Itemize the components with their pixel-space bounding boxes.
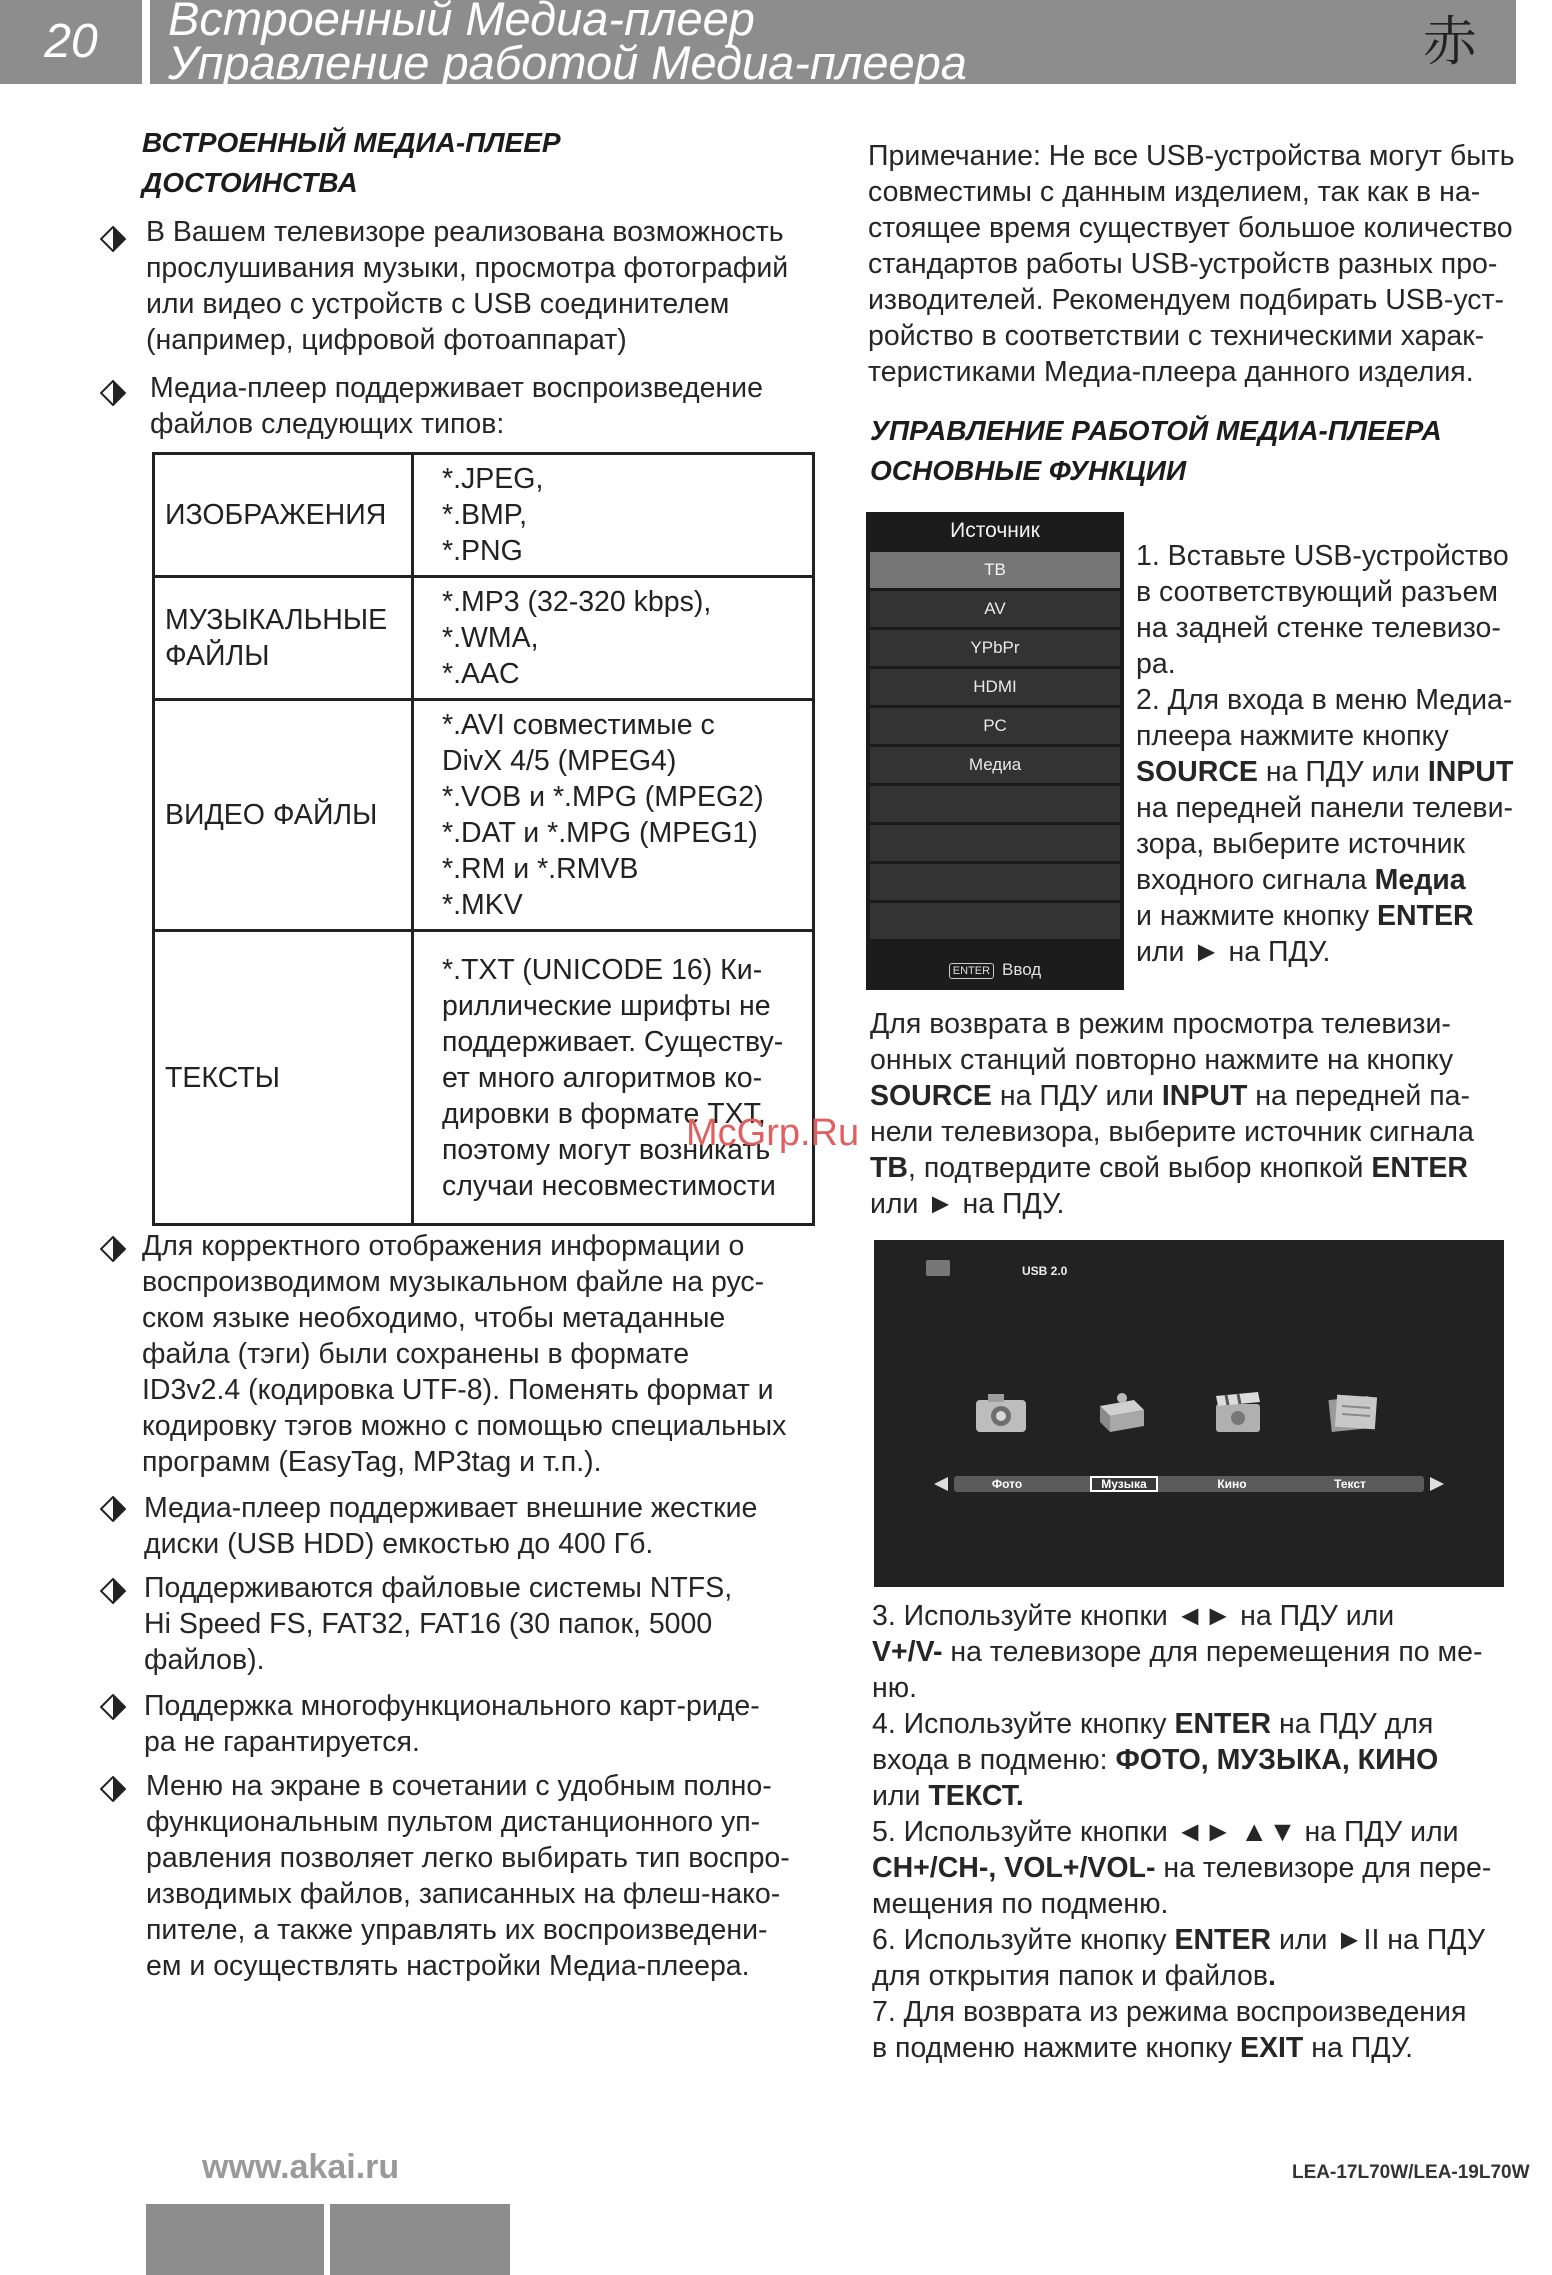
source-menu-screenshot: [866, 512, 1124, 990]
table-cell-formats: *.MP3 (32-320 kbps), *.WMA, *.AAC: [413, 577, 814, 700]
diamond-bullet-icon: [100, 1694, 126, 1720]
page-number: 20: [0, 0, 142, 84]
table-cell-formats: *.AVI совместимые с DivX 4/5 (MPEG4) *.VOB и *.MPG (MPEG2) *.DAT и *.MPG (MPEG1) *.RM и *.RMVB *.MKV: [413, 700, 814, 931]
usb-item-music[interactable]: Музыка: [1090, 1476, 1158, 1492]
feature-onscreen-menu: Меню на экране в сочетании с удобным полно- функциональным пультом дистанционного уп- равления позволяет легко выбирать тип воспро- изводимых файлов, записанных на флеш-нако- пителе, а также управлять их воспроизведени- ем и осуществлять настройки Медиа-плеера.: [146, 1770, 790, 1982]
source-menu-footer: [866, 952, 1124, 988]
table-cell-type: ВИДЕО ФАЙЛЫ: [154, 700, 413, 931]
source-item-media[interactable]: Медиа: [870, 747, 1120, 786]
text-folder-icon: [1326, 1390, 1382, 1434]
source-item-empty: [870, 825, 1120, 864]
section-subheading: ДОСТОИНСТВА: [142, 167, 358, 198]
diamond-bullet-icon: [100, 380, 126, 406]
table-row: [154, 700, 814, 931]
feature-usb-playback: В Вашем телевизоре реализована возможность прослушивания музыки, просмотра фотографий или видео с устройств с USB соединителем (например, цифровой фотоаппарат): [146, 216, 789, 356]
steps-3-7: 3. Используйте кнопки ◄► на ПДУ или V+/V- на телевизоре для перемещения по ме- ню. 4. Используйте кнопку ENTER на ПДУ для входа в подменю: ФОТО, МУЗЫКА, КИНО или ТЕКСТ. 5. Используйте кнопки ◄► ▲▼ на ПДУ или CH+/CH-, VOL+/VOL- на телевизоре для пере- мещения по подменю. 6. Используйте кнопку ENTER или ►II на ПДУ для открытия папок и файлов. 7. Для возврата из режима воспроизведения в подменю нажмите кнопку EXIT на ПДУ.: [872, 1600, 1492, 2064]
section-heading: ВСТРОЕННЫЙ МЕДИА-ПЛЕЕР: [142, 127, 561, 158]
feature-id3-tags: Для корректного отображения информации о воспроизводимом музыкальном файле на рус- ском языке необходимо, чтобы метаданные файла (тэги) были сохранены в формате ID3v2.4 (кодировка UTF-8). Поменять формат и кодировку тэгов можно с помощью специальных программ (EasyTag, MP3tag и т.п.).: [142, 1230, 787, 1478]
feature-file-types: Медиа-плеер поддерживает воспроизведение файлов следующих типов:: [150, 372, 763, 440]
usb-title: USB 2.0: [1022, 1264, 1068, 1278]
source-item-av[interactable]: AV: [870, 591, 1120, 630]
brand-logo-icon: 赤: [1423, 10, 1477, 73]
usb-media-screenshot: [874, 1240, 1504, 1587]
source-item-empty: [870, 903, 1120, 942]
table-cell-formats: *.JPEG, *.BMP, *.PNG: [413, 454, 814, 577]
header-title-line2: Управление работой Медиа-плеера: [168, 36, 967, 89]
diamond-bullet-icon: [100, 226, 126, 252]
diamond-bullet-icon: [100, 1236, 126, 1262]
diamond-bullet-icon: [100, 1496, 126, 1522]
source-item-pc[interactable]: PC: [870, 708, 1120, 747]
table-cell-type: МУЗЫКАЛЬНЫЕ ФАЙЛЫ: [154, 577, 413, 700]
table-cell-formats: *.TXT (UNICODE 16) Ки- риллические шрифты не поддерживает. Существу- ет много алгоритмов ко- дировки в формате TXT, поэтому могут возникать случаи несовместимости: [413, 931, 814, 1225]
table-row: [154, 577, 814, 700]
watermark: McGrp.Ru: [686, 1112, 860, 1154]
usb-device-icon: [926, 1260, 950, 1276]
source-menu-title: Источник: [950, 519, 1040, 542]
footer-url[interactable]: www.akai.ru: [202, 2148, 400, 2186]
diamond-bullet-icon: [100, 1578, 126, 1604]
table-row: [154, 931, 814, 1225]
source-item-ypbpr[interactable]: YPbPr: [870, 630, 1120, 669]
left-arrow-icon[interactable]: [932, 1476, 950, 1492]
source-item-empty: [870, 786, 1120, 825]
feature-card-reader: Поддержка многофункционального карт-риде- ра не гарантируется.: [144, 1690, 760, 1758]
enter-hint-label: Ввод: [1002, 960, 1042, 979]
table-row: [154, 454, 814, 577]
return-to-tv-paragraph: Для возврата в режим просмотра телевизи- онных станций повторно нажмите на кнопку SOURCE на ПДУ или INPUT на передней па- нели телевизора, выберите источник сигнала ТВ, подтвердите свой выбор кнопкой ENTER или ► на ПДУ.: [870, 1008, 1474, 1220]
file-types-table: [152, 452, 815, 1226]
source-item-hdmi[interactable]: HDMI: [870, 669, 1120, 708]
section-subheading: ОСНОВНЫЕ ФУНКЦИИ: [870, 455, 1187, 486]
right-arrow-icon[interactable]: [1428, 1476, 1446, 1492]
table-cell-type: ТЕКСТЫ: [154, 931, 413, 1225]
usb-compatibility-note: Примечание: Не все USB-устройства могут быть совместимы с данным изделием, так как в на- стоящее время существует большое количество стандартов работы USB-устройств разных про- изводителей. Рекомендуем подбирать USB-уст- ройство в соответствии с техническими харак- теристиками Медиа-плеера данного изделия.: [868, 140, 1515, 388]
usb-item-photo[interactable]: Фото: [991, 1477, 1023, 1491]
steps-1-2: 1. Вставьте USB-устройство в соответствующий разъем на задней стенке телевизо- ра. 2. Для входа в меню Медиа- плеера нажмите кнопку SOURCE на ПДУ или INPUT на передней панели телеви- зора, выберите источник входного сигнала Медиа и нажмите кнопку ENTER или ► на ПДУ.: [1136, 540, 1514, 968]
music-box-icon: [1094, 1390, 1150, 1434]
enter-key-icon: ENTER: [949, 963, 994, 979]
feature-file-systems: Поддерживаются файловые системы NTFS, Hi Speed FS, FAT32, FAT16 (30 папок, 5000 файлов).: [144, 1572, 733, 1676]
header-title-line1: Встроенный Медиа-плеер: [168, 0, 755, 45]
usb-item-text[interactable]: Текст: [1334, 1477, 1366, 1491]
section-heading: УПРАВЛЕНИЕ РАБОТОЙ МЕДИА-ПЛЕЕРА: [870, 415, 1442, 446]
photo-camera-icon: [974, 1390, 1030, 1434]
source-item-empty: [870, 864, 1120, 903]
source-item-tv[interactable]: ТВ: [870, 552, 1120, 591]
movie-clapper-icon: [1210, 1390, 1266, 1434]
usb-item-movie[interactable]: Кино: [1217, 1477, 1247, 1491]
diamond-bullet-icon: [100, 1776, 126, 1802]
footer-block: [330, 2204, 510, 2275]
table-cell-type: ИЗОБРАЖЕНИЯ: [154, 454, 413, 577]
footer-model: LEA-17L70W/LEA-19L70W: [1292, 2162, 1530, 2183]
feature-usb-hdd: Медиа-плеер поддерживает внешние жесткие диски (USB HDD) емкостью до 400 Гб.: [144, 1492, 758, 1560]
footer-block: [146, 2204, 324, 2275]
